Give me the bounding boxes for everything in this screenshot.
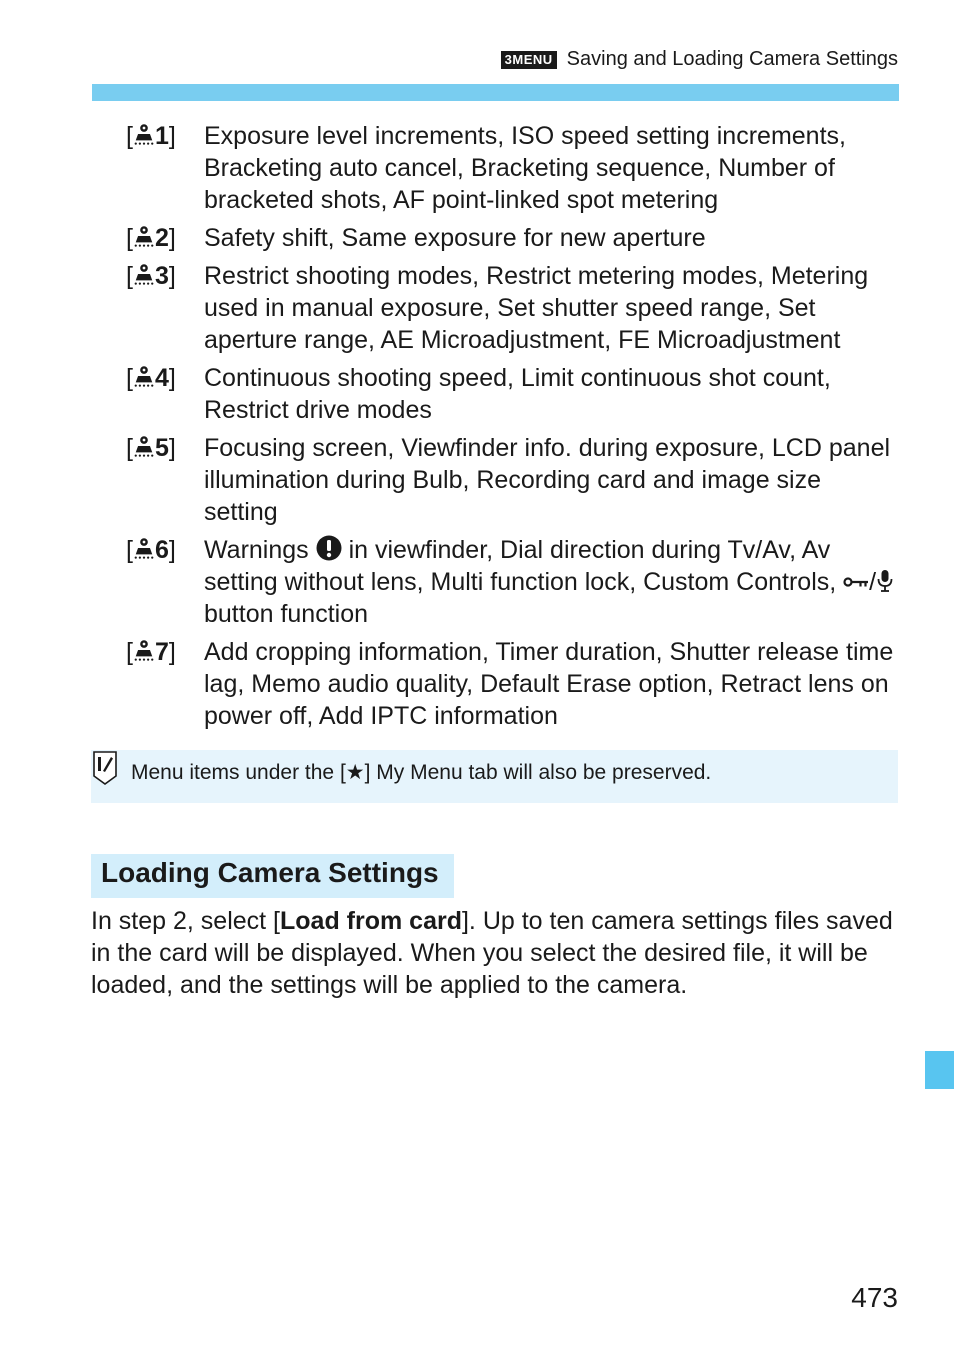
note-icon — [92, 751, 118, 785]
page-header — [501, 48, 898, 71]
note-box — [91, 750, 898, 803]
header-bar — [92, 84, 899, 101]
paragraph-part: ]. Up to ten camera settings files saved in the card will be displayed. When you select the desired file, it will be loaded, and the settings will be applied to the camera. — [91, 907, 893, 999]
tab-description: Continuous shooting speed, Limit continuous shot count, Restrict drive modes — [204, 364, 831, 424]
tab-description: Restrict shooting modes, Restrict metering modes, Metering used in manual exposure, Set shutter speed range, Set aperture range, AE Microadjustment, FE Microadjustment — [204, 262, 869, 354]
list-item — [126, 534, 898, 630]
tab-number: 1 — [154, 122, 169, 150]
lock-key-icon — [843, 571, 869, 593]
custom-function-icon — [133, 225, 155, 247]
custom-function-list — [126, 120, 898, 738]
tab-key: [ 5] — [126, 434, 176, 462]
menu-item-reference: Load from card — [280, 907, 462, 935]
tab-description: Exposure level increments, ISO speed setting increments, Bracketing auto cancel, Bracketing sequence, Number of bracketed shots, AF point-linked spot metering — [204, 122, 846, 214]
tab-key: [ 4] — [126, 364, 176, 392]
list-item — [126, 120, 898, 216]
menu-icon: 3MENU — [501, 51, 557, 69]
list-item — [126, 432, 898, 528]
custom-function-icon — [133, 263, 155, 285]
custom-function-icon — [133, 365, 155, 387]
body-paragraph — [91, 905, 898, 1001]
tab-key: [ 6] — [126, 536, 176, 564]
tab-key: [ 2] — [126, 224, 176, 252]
list-item — [126, 260, 898, 356]
tab-description-part: Warnings — [204, 536, 309, 564]
microphone-icon — [876, 569, 894, 593]
section-title: Loading Camera Settings — [91, 854, 454, 898]
note-text-part: Menu items under the [ — [131, 761, 346, 784]
star-icon: ★ — [345, 761, 365, 784]
list-item — [126, 636, 898, 732]
tab-description-part: button function — [204, 600, 369, 628]
tab-description-part: in viewfinder, Dial direction during Tv/Av, Av setting without lens, Multi function lock, Custom Controls, — [204, 536, 837, 596]
warning-icon — [316, 535, 342, 561]
tab-number: 6 — [154, 536, 169, 564]
tab-key: [ 3] — [126, 262, 176, 290]
tab-number: 7 — [154, 638, 169, 666]
list-item — [126, 362, 898, 426]
chapter-side-tab — [925, 1051, 954, 1089]
tab-description: Safety shift, Same exposure for new aperture — [204, 224, 706, 252]
custom-function-icon — [133, 435, 155, 457]
tab-number: 2 — [154, 224, 169, 252]
header-title: Saving and Loading Camera Settings — [566, 48, 898, 70]
tab-number: 3 — [154, 262, 169, 290]
note-text — [131, 760, 711, 786]
tab-description: Add cropping information, Timer duration, Shutter release time lag, Memo audio quality, Default Erase option, Retract lens on power off, Add IPTC information — [204, 638, 894, 730]
note-text-part: ] My Menu tab will also be preserved. — [364, 761, 712, 784]
tab-description: Warnings in viewfinder, Dial direction during Tv/Av, Av setting without lens, Multi function lock, Custom Controls, / button function — [204, 534, 898, 630]
custom-function-icon — [133, 639, 155, 661]
tab-key: [ 7] — [126, 638, 176, 666]
list-item — [126, 222, 898, 254]
page-number: 473 — [851, 1282, 898, 1313]
tab-key: [ 1] — [126, 122, 176, 150]
custom-function-icon — [133, 537, 155, 559]
paragraph-part: In step 2, select [ — [91, 907, 280, 935]
tab-number: 5 — [154, 434, 169, 462]
tab-description: Focusing screen, Viewfinder info. during exposure, LCD panel illumination during Bulb, Recording card and image size setting — [204, 434, 891, 526]
tab-number: 4 — [154, 364, 169, 392]
custom-function-icon — [133, 123, 155, 145]
